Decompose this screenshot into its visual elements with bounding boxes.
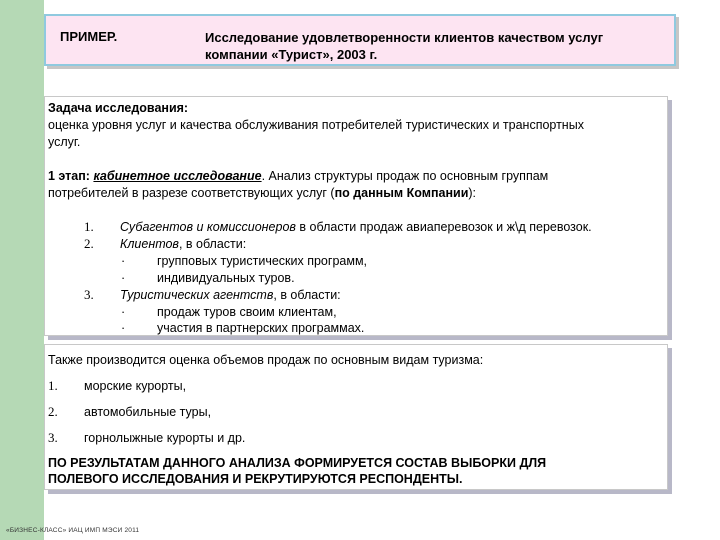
sub-bullet: · — [121, 321, 126, 335]
stage1-line2 — [48, 185, 476, 201]
task-heading: Задача исследования: — [48, 101, 189, 115]
slide-title-line1: Исследование удовлетворенности клиентов качеством услуг — [205, 30, 604, 45]
sub-item: продаж туров своим клиентам, — [157, 305, 337, 319]
task-text-line1: оценка уровня услуг и качества обслуживания потребителей туристических и транспортных — [48, 118, 584, 132]
conclusion-line1: ПО РЕЗУЛЬТАТАМ ДАННОГО АНАЛИЗА ФОРМИРУЕТСЯ СОСТАВ ВЫБОРКИ ДЛЯ — [48, 456, 547, 470]
stage1-line2-end: ): — [468, 186, 477, 200]
list-item-italic: Субагентов и комиссионеров — [120, 220, 296, 234]
sub-item: групповых туристических программ, — [157, 254, 368, 268]
slide-title-line2: компании «Турист», 2003 г. — [205, 47, 378, 62]
sub-bullet: · — [121, 254, 126, 268]
sub-bullet: · — [121, 271, 126, 285]
stage1-line2-start: потребителей в разрезе соответствующих услуг ( — [48, 186, 335, 200]
example-label: ПРИМЕР. — [60, 29, 118, 44]
list-number: 2. — [84, 236, 94, 251]
stage1-after-method: . Анализ структуры продаж по основным группам — [261, 169, 549, 183]
list-item — [120, 287, 341, 303]
stage1-line2-bold: по данным Компании — [334, 186, 469, 200]
stage1-prefix: 1 этап: — [48, 169, 94, 183]
list-item-rest: , в области: — [273, 288, 341, 302]
list-number: 3. — [48, 430, 58, 445]
list-item: морские курорты, — [84, 379, 187, 393]
list-item-italic: Туристических агентств — [120, 288, 274, 302]
list-item-rest: , в области: — [178, 237, 247, 251]
sub-item: участия в партнерских программах. — [157, 321, 365, 335]
list-item — [120, 236, 246, 252]
stage1-line1 — [48, 168, 548, 184]
list-number: 2. — [48, 404, 58, 419]
sub-bullet: · — [121, 305, 126, 319]
slide-title — [205, 29, 665, 63]
volume-intro: Также производится оценка объемов продаж по основным видам туризма: — [48, 353, 484, 367]
list-number: 1. — [48, 378, 58, 393]
list-item: автомобильные туры, — [84, 405, 212, 419]
task-text-line2: услуг. — [48, 135, 81, 149]
list-item — [120, 219, 592, 235]
list-number: 1. — [84, 219, 94, 234]
conclusion-line2: ПОЛЕВОГО ИССЛЕДОВАНИЯ И РЕКРУТИРУЮТСЯ РЕСПОНДЕНТЫ. — [48, 472, 463, 486]
list-item: горнолыжные курорты и др. — [84, 431, 246, 445]
list-number: 3. — [84, 287, 94, 302]
list-item-italic: Клиентов — [120, 237, 179, 251]
stage1-method: кабинетное исследование — [93, 169, 262, 183]
list-item-rest: в области продаж авиаперевозок и ж\д перевозок. — [295, 220, 592, 234]
footer-credit: «БИЗНЕС-КЛАСС» ИАЦ ИМП МЭСИ 2011 — [6, 527, 140, 534]
sub-item: индивидуальных туров. — [157, 271, 295, 285]
decorative-green-band — [0, 0, 44, 540]
